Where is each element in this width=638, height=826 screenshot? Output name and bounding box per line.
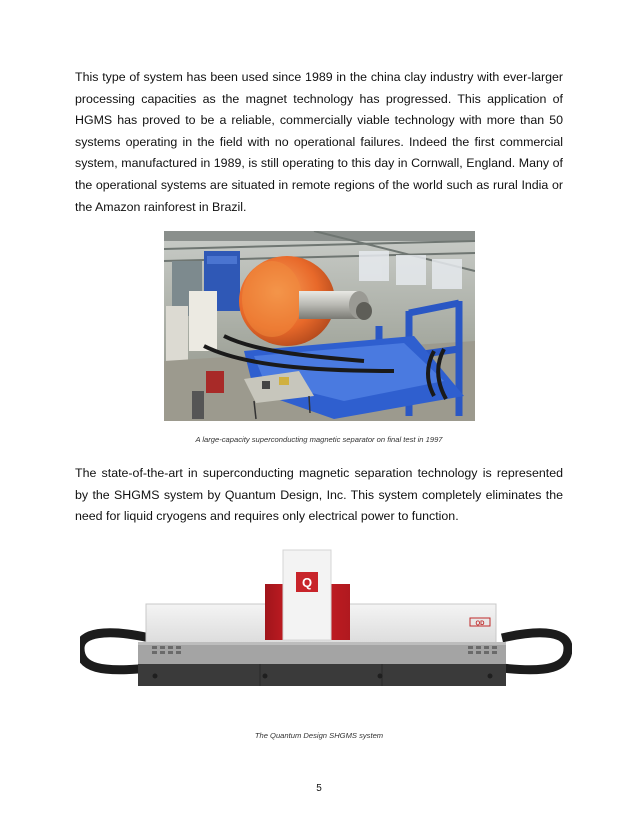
body-paragraph: The state-of-the-art in superconducting magnetic separation technology is represented by the SHGMS system by Quantum Design, Inc. This system completely eliminates the need for liquid cryogens and requires only electrical power to function. [75, 466, 563, 524]
body-paragraph: This type of system has been used since 1989 in the china clay industry with ever-larger processing capacities as the magnet technology has progressed. This application of HGMS has proved to be a reliable, commercially viable technology with more than 50 systems operating in the field with no operational failures. Indeed the first commercial system, manufactured in 1989, is still operating to this day in Cornwall, England. Many of the operational systems are situated in remote regions of the world such as rural India or the Amazon rainforest in Brazil. [75, 70, 563, 214]
page-number: 5 [316, 783, 322, 794]
qd-logo-icon: Q [301, 575, 313, 590]
figure-caption: The Quantum Design SHGMS system [254, 731, 384, 740]
photo-shgms-system [80, 548, 572, 698]
figure-caption: A large-capacity superconducting magnetic separator on final test in 1997 [195, 435, 443, 444]
photo-magnetic-separator [164, 231, 475, 421]
qd-badge: QD [475, 621, 485, 627]
